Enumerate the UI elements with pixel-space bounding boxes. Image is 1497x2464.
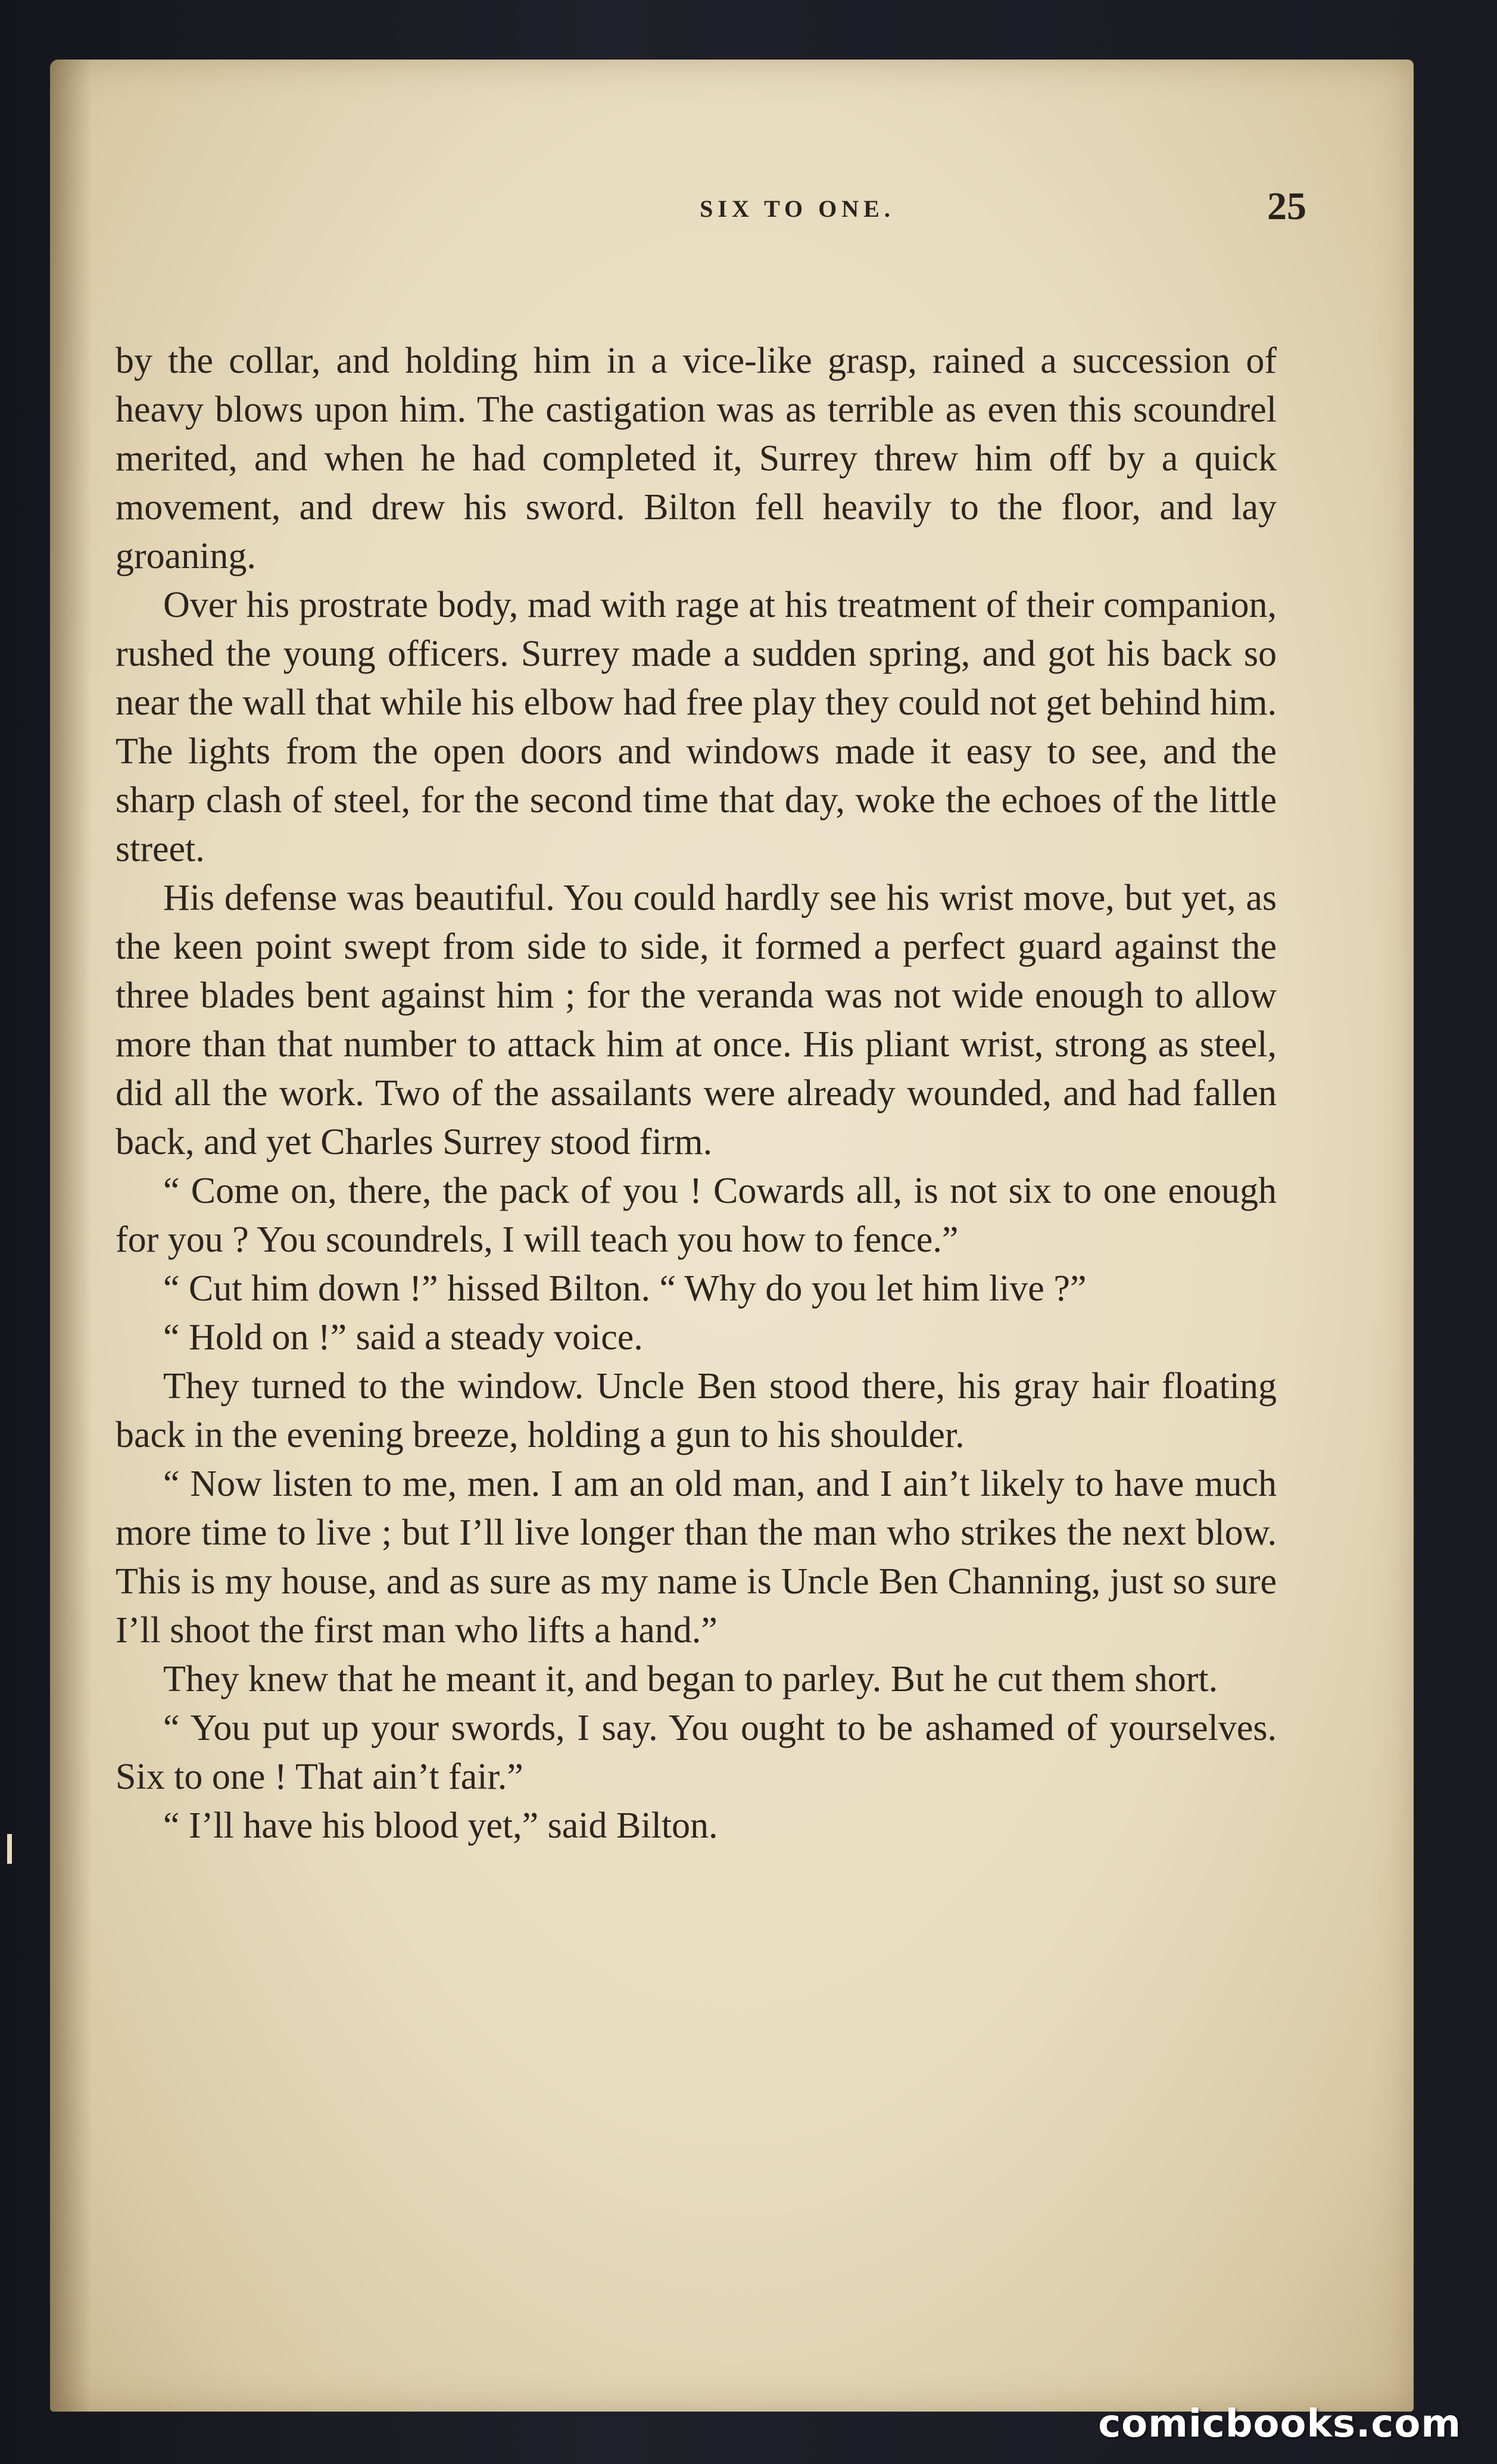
page-gutter-shadow xyxy=(50,60,92,2412)
paragraph: “ Cut him down !” hissed Bilton. “ Why do you let him live ?” xyxy=(163,1268,1087,1309)
paragraph: “ Now listen to me, men. I am an old man, and I ain’t likely to have much more time to live ; but I’ll live longer than the man who strikes the next blow. This is my house, and as sure as my name is Uncle Ben Channing, just so sure I’ll shoot the first man who lifts a hand.” xyxy=(116,1464,1277,1651)
paragraph: “ You put up your swords, I say. You ought to be ashamed of yourselves. Six to one ! That ain’t fair.” xyxy=(116,1708,1277,1797)
margin-mark xyxy=(7,1834,12,1864)
paragraph: His defense was beautiful. You could hardly see his wrist move, but yet, as the keen point swept from side to side, it formed a perfect guard against the three blades bent against him ; for the veranda was not wide enough to allow more than that number to attack him at once. His pliant wrist, strong as steel, did all the work. Two of the assailants were already wounded, and had fallen back, and yet Charles Surrey stood firm. xyxy=(116,878,1277,1162)
paragraph: by the collar, and holding him in a vice-like grasp, rained a succession of heavy blows upon him. The castigation was as terrible as even this scoundrel merited, and when he had completed it, Surrey threw him off by a quick movement, and drew his sword. Bilton fell heavily to the floor, and lay groaning. xyxy=(116,341,1277,576)
page-number: 25 xyxy=(1267,185,1306,228)
paragraph: They knew that he meant it, and began to parley. But he cut them short. xyxy=(163,1659,1218,1699)
paragraph: “ Come on, there, the pack of you ! Cowards all, is not six to one enough for you ? You scoundrels, I will teach you how to fence.” xyxy=(116,1171,1277,1260)
paragraph: “ I’ll have his blood yet,” said Bilton. xyxy=(163,1805,718,1846)
body-text xyxy=(116,336,1277,1850)
running-title: SIX TO ONE. xyxy=(700,195,895,222)
book-page xyxy=(50,60,1414,2412)
site-watermark: comicbooks.com xyxy=(1098,2402,1461,2446)
paragraph: Over his prostrate body, mad with rage at his treatment of their companion, rushed the young officers. Surrey made a sudden spring, and got his back so near the wall that while his elbow had free play they could not get behind him. The lights from the open doors and windows made it easy to see, and the sharp clash of steel, for the second time that day, woke the echoes of the little street. xyxy=(116,585,1277,869)
paragraph: “ Hold on !” said a steady voice. xyxy=(163,1317,643,1358)
running-head xyxy=(50,182,1414,229)
paragraph: They turned to the window. Uncle Ben stood there, his gray hair floating back in the evening breeze, holding a gun to his shoulder. xyxy=(116,1366,1277,1455)
